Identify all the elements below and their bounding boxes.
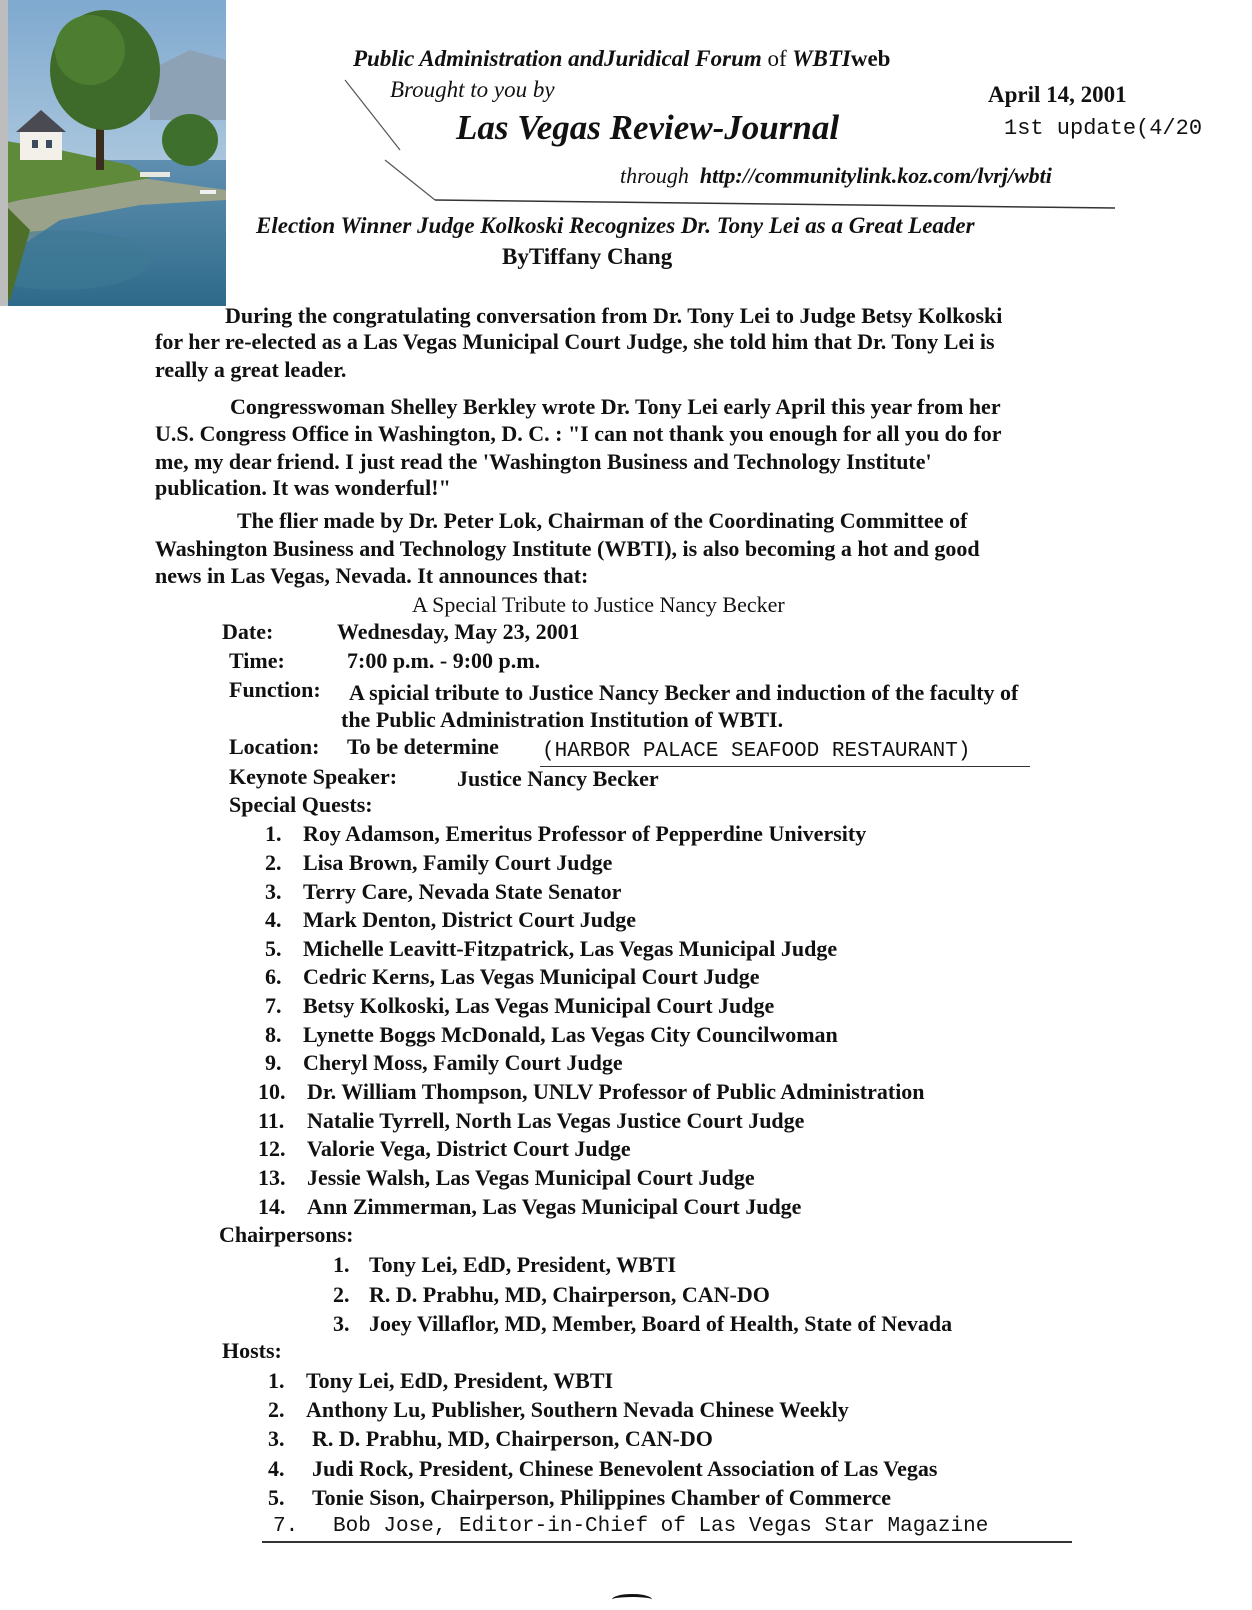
guest-item: 3. Terry Care, Nevada State Senator [265, 879, 622, 904]
p3-line-2: Washington Business and Technology Institute (WBTI), is also becoming a hot and good [155, 536, 980, 561]
p2-line-3: me, my dear friend. I just read the 'Washington Business and Technology Institute' [155, 449, 932, 474]
p1-line-3: really a great leader. [155, 357, 347, 382]
p2-line-2: U.S. Congress Office in Washington, D. C. : "I can not thank you enough for all you do for [155, 421, 1002, 446]
issue-date: April 14, 2001 [988, 82, 1127, 107]
host-item: 5. Tonie Sison, Chairperson, Philippines Chamber of Commerce [268, 1485, 891, 1510]
guest-item: 1. Roy Adamson, Emeritus Professor of Pepperdine University [265, 821, 867, 846]
chair-label: Chairpersons: [219, 1222, 354, 1247]
keynote-label: Keynote Speaker: [229, 764, 398, 789]
bottom-rule [262, 1541, 1072, 1543]
p2-line-1: Congresswoman Shelley Berkley wrote Dr. Tony Lei early April this year from her [230, 394, 1001, 419]
p2-line-4: publication. It was wonderful!" [155, 475, 451, 500]
guest-item: 5. Michelle Leavitt-Fitzpatrick, Las Vegas Municipal Judge [265, 936, 838, 961]
chair-item: 2. R. D. Prabhu, MD, Chairperson, CAN-DO [333, 1282, 770, 1307]
chair-item: 3. Joey Villaflor, MD, Member, Board of Health, State of Nevada [333, 1311, 953, 1336]
lake-house-photo [0, 0, 226, 306]
newspaper-name: Las Vegas Review-Journal [456, 108, 840, 147]
brought-by: Brought to you by [390, 77, 555, 102]
host-item: 4. Judi Rock, President, Chinese Benevolent Association of Las Vegas [268, 1456, 938, 1481]
byline: ByTiffany Chang [502, 244, 673, 269]
guests-label: Special Quests: [229, 792, 373, 817]
photo-frame-edge [0, 0, 8, 306]
p1-line-1: During the congratulating conversation from Dr. Tony Lei to Judge Betsy Kolkoski [225, 303, 1003, 328]
time-label: Time: [229, 648, 285, 673]
guest-item: 4. Mark Denton, District Court Judge [265, 907, 637, 932]
p1-line-2: for her re-elected as a Las Vegas Municipal Court Judge, she told him that Dr. Tony Lei is [155, 329, 995, 354]
guest-item: 13. Jessie Walsh, Las Vegas Municipal Court Judge [258, 1165, 755, 1190]
host-item: 2. Anthony Lu, Publisher, Southern Nevada Chinese Weekly [268, 1397, 849, 1422]
guest-item: 6. Cedric Kerns, Las Vegas Municipal Court Judge [265, 964, 760, 989]
function-value-1: A spicial tribute to Justice Nancy Becker and induction of the faculty of [349, 680, 1019, 705]
typed-host-item: 7. Bob Jose, Editor-in-Chief of Las Vegas Star Magazine [273, 1515, 989, 1538]
function-label: Function: [229, 677, 321, 702]
guest-item: 11. Natalie Tyrrell, North Las Vegas Justice Court Judge [258, 1108, 805, 1133]
guest-item: 9. Cheryl Moss, Family Court Judge [265, 1050, 623, 1075]
header-rules [340, 75, 1130, 215]
host-item: 1. Tony Lei, EdD, President, WBTI [268, 1368, 614, 1393]
chair-item: 1. Tony Lei, EdD, President, WBTI [333, 1252, 677, 1277]
guest-item: 2. Lisa Brown, Family Court Judge [265, 850, 613, 875]
date-label: Date: [222, 619, 274, 644]
update-note: 1st update(4/20 [1004, 116, 1203, 141]
hosts-label: Hosts: [222, 1338, 282, 1363]
page-mark [612, 1594, 652, 1605]
p3-line-1: The flier made by Dr. Peter Lok, Chairman of the Coordinating Committee of [237, 508, 968, 533]
location-typed: (HARBOR PALACE SEAFOOD RESTAURANT) [542, 740, 971, 763]
location-label: Location: [229, 734, 320, 759]
keynote-value: Justice Nancy Becker [457, 766, 659, 791]
headline: Election Winner Judge Kolkoski Recognizes Dr. Tony Lei as a Great Leader [256, 213, 975, 238]
guest-item: 10. Dr. William Thompson, UNLV Professor of Public Administration [258, 1079, 925, 1104]
p3-line-3: news in Las Vegas, Nevada. It announces that: [155, 563, 589, 588]
guest-item: 12. Valorie Vega, District Court Judge [258, 1136, 631, 1161]
guest-item: 14. Ann Zimmerman, Las Vegas Municipal Court Judge [258, 1194, 802, 1219]
function-value-2: the Public Administration Institution of WBTI. [341, 707, 784, 732]
time-value: 7:00 p.m. - 9:00 p.m. [347, 648, 541, 673]
location-value: To be determine [347, 734, 499, 759]
event-title: A Special Tribute to Justice Nancy Becker [412, 592, 785, 617]
forum-title: Public Administration andJuridical Forum of WBTIweb [353, 46, 891, 71]
guest-item: 8. Lynette Boggs McDonald, Las Vegas City Councilwoman [265, 1022, 838, 1047]
source-link[interactable]: through http://communitylink.koz.com/lvrj/wbti [620, 163, 1052, 188]
date-value: Wednesday, May 23, 2001 [337, 619, 580, 644]
host-item: 3. R. D. Prabhu, MD, Chairperson, CAN-DO [268, 1426, 713, 1451]
guest-item: 7. Betsy Kolkoski, Las Vegas Municipal Court Judge [265, 993, 775, 1018]
